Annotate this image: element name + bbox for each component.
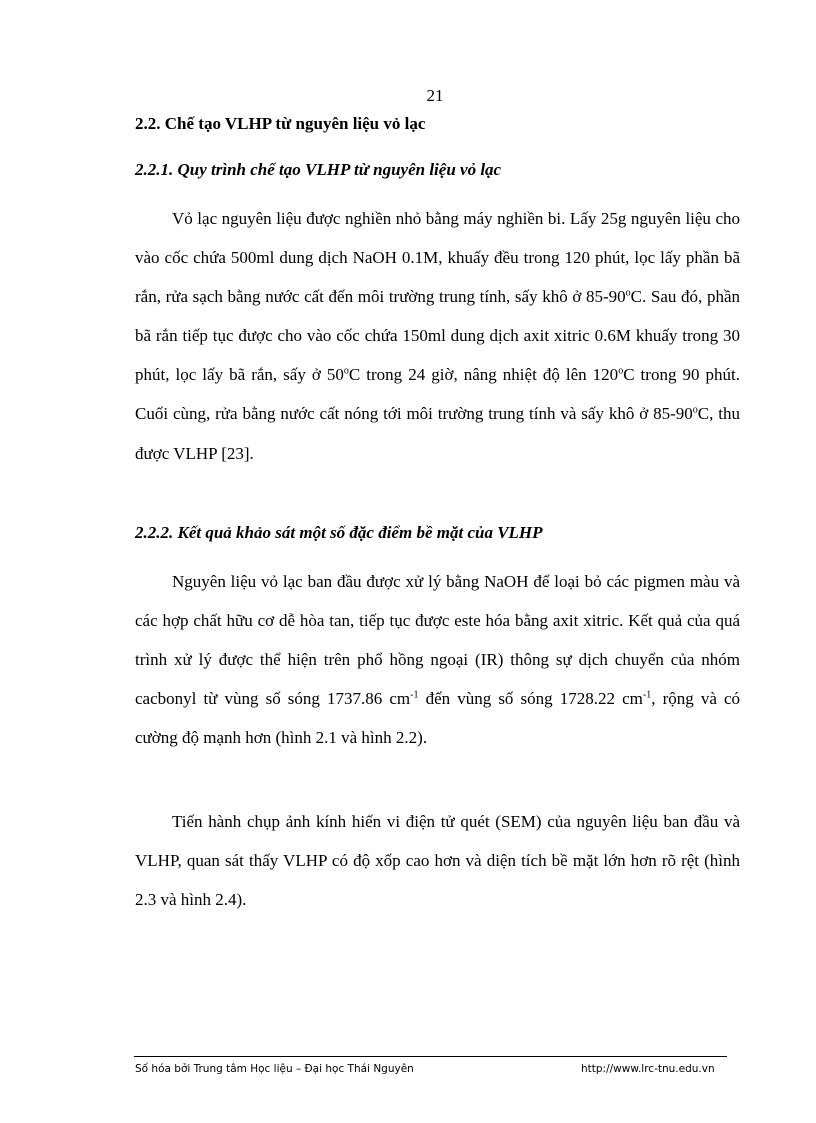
degree-superscript: o xyxy=(343,365,349,377)
paragraph-process xyxy=(135,199,740,473)
paragraph-text: Vỏ lạc nguyên liệu được nghiền nhỏ bằng máy nghiền bi. Lấy 25g nguyên liệu cho vào cốc chứa 500ml dung dịch NaOH 0.1M, khuấy đều trong 120 phút, lọc lấy phần bã rắn, rửa sạch bằng nước cất đến môi trường trung tính, sấy khô ở 85-90 xyxy=(135,209,740,307)
paragraph-text: C, thu được VLHP [23]. xyxy=(135,404,740,463)
footer-divider xyxy=(134,1056,727,1057)
footer-source: Số hóa bởi Trung tâm Học liệu – Đại học Thái Nguyên xyxy=(135,1063,414,1075)
degree-superscript: o xyxy=(625,287,631,299)
footer-url: http://www.lrc-tnu.edu.vn xyxy=(581,1063,715,1075)
paragraph-sem-results: Tiến hành chụp ảnh kính hiển vi điện tử quét (SEM) của nguyên liệu ban đầu và VLHP, quan sát thấy VLHP có độ xốp cao hơn và diện tích bề mặt lớn hơn rõ rệt (hình 2.3 và hình 2.4). xyxy=(135,812,740,910)
paragraph-text: C trong 24 giờ, nâng nhiệt độ lên 120 xyxy=(348,365,619,385)
paragraph-text: Nguyên liệu vỏ lạc ban đầu được xử lý bằng NaOH để loại bỏ các pigmen màu và các hợp chất hữu cơ dễ hòa tan, tiếp tục được este hóa bằng axit xitric. Kết quả của quá trình xử lý được thể hiện trên phổ hồng ngoại (IR) thông sự dịch chuyển của nhóm cacbonyl từ vùng số sóng 1737.86 cm xyxy=(135,572,740,709)
paragraph-text: đến vùng số sóng 1728.22 cm xyxy=(418,689,643,709)
subsection-heading-2-2-2: 2.2.2. Kết quả khảo sát một số đặc điểm bề mặt của VLHP xyxy=(135,523,543,542)
degree-superscript: o xyxy=(618,365,624,377)
paragraph-text: , rộng và có cường độ mạnh hơn (hình 2.1 và hình 2.2). xyxy=(135,689,741,748)
paragraph-text: C. Sau đó, phần bã rắn tiếp tục được cho vào cốc chứa 150ml dung dịch axit xitric 0.6M khuấy trong 30 phút, lọc lấy bã rắn, sấy ở 50 xyxy=(135,287,740,385)
paragraph-ir-results xyxy=(135,562,740,757)
unit-superscript: -1 xyxy=(642,689,652,701)
subsection-heading-2-2-1: 2.2.1. Quy trình chế tạo VLHP từ nguyên liệu vỏ lạc xyxy=(135,160,502,179)
degree-superscript: o xyxy=(692,404,698,416)
section-heading: 2.2. Chế tạo VLHP từ nguyên liệu vỏ lạc xyxy=(135,114,426,133)
paragraph-text: C trong 90 phút. Cuối cùng, rửa bằng nước cất nóng tới môi trường trung tính và sấy khô ở 85-90 xyxy=(135,365,740,424)
unit-superscript: -1 xyxy=(410,689,419,701)
page-number: 21 xyxy=(426,86,444,105)
